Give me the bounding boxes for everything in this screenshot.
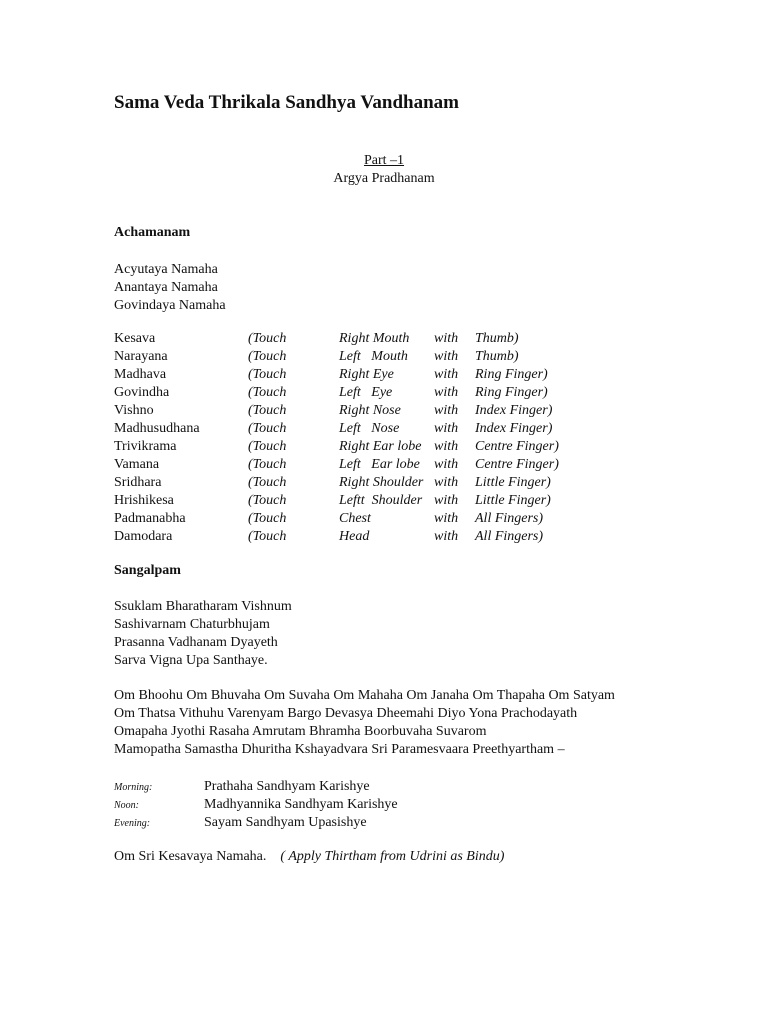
touch-word: (Touch (248, 439, 287, 454)
time-label: Evening: (114, 818, 151, 829)
final-note: ( Apply Thirtham from Udrini as Bindu) (280, 849, 505, 864)
body-part: Right Nose (339, 403, 401, 418)
touch-row (114, 366, 559, 384)
deity-name: Vamana (114, 457, 160, 472)
achamanam-line: Anantaya Namaha (114, 280, 218, 295)
deity-name: Madhusudhana (114, 421, 200, 436)
touch-row (114, 330, 559, 348)
body-part: Left Eye (339, 385, 393, 400)
verse-line: Prasanna Vadhanam Dyayeth (114, 635, 278, 650)
verse-line: Ssuklam Bharatharam Vishnum (114, 599, 292, 614)
touch-word: (Touch (248, 331, 287, 346)
mantra-line: Mamopatha Samastha Dhuritha Kshayadvara Sri Paramesvaara Preethyartham – (114, 742, 565, 757)
body-part: Left Mouth (339, 349, 408, 364)
touch-word: (Touch (248, 385, 287, 400)
finger-name: All Fingers) (475, 529, 544, 544)
with-word: with (434, 439, 459, 454)
time-label: Morning: (114, 782, 153, 793)
sangalpam-mantra (114, 687, 615, 759)
body-part: Leftt Shoulder (339, 493, 423, 508)
with-word: with (434, 493, 459, 508)
deity-name: Vishno (114, 403, 154, 418)
touch-row (114, 402, 559, 420)
time-label: Noon: (114, 800, 139, 811)
finger-name: Ring Finger) (475, 385, 548, 400)
body-part: Right Shoulder (339, 475, 424, 490)
touch-word: (Touch (248, 511, 287, 526)
finger-name: Little Finger) (475, 493, 551, 508)
deity-name: Govindha (114, 385, 170, 400)
time-row-morning (114, 777, 398, 795)
touch-row (114, 528, 559, 546)
deity-name: Sridhara (114, 475, 162, 490)
final-line (114, 849, 504, 865)
with-word: with (434, 367, 459, 382)
verse-line: Sarva Vigna Upa Santhaye. (114, 653, 268, 668)
with-word: with (434, 475, 459, 490)
deity-name: Kesava (114, 331, 156, 346)
with-word: with (434, 421, 459, 436)
document-title: Sama Veda Thrikala Sandhya Vandhanam (114, 92, 459, 113)
time-row-evening (114, 813, 398, 831)
finger-name: Index Finger) (475, 421, 553, 436)
finger-name: Thumb) (475, 349, 519, 364)
finger-name: Ring Finger) (475, 367, 548, 382)
touch-word: (Touch (248, 403, 287, 418)
deity-name: Hrishikesa (114, 493, 174, 508)
time-text: Sayam Sandhyam Upasishye (204, 815, 367, 830)
touch-word: (Touch (248, 475, 287, 490)
body-part: Head (339, 529, 370, 544)
mantra-line: Omapaha Jyothi Rasaha Amrutam Bhramha Boorbuvaha Suvarom (114, 724, 487, 739)
touch-word: (Touch (248, 529, 287, 544)
with-word: with (434, 457, 459, 472)
with-word: with (434, 511, 459, 526)
deity-name: Trivikrama (114, 439, 177, 454)
with-word: with (434, 403, 459, 418)
deity-name: Padmanabha (114, 511, 186, 526)
finger-name: Index Finger) (475, 403, 553, 418)
verse-line: Sashivarnam Chaturbhujam (114, 617, 270, 632)
touch-row (114, 348, 559, 366)
with-word: with (434, 349, 459, 364)
achamanam-lines (114, 261, 226, 315)
finger-name: Little Finger) (475, 475, 551, 490)
mantra-line: Om Thatsa Vithuhu Varenyam Bargo Devasya Dheemahi Diyo Yona Prachodayath (114, 706, 578, 721)
sangalpam-heading: Sangalpam (114, 563, 181, 578)
time-row-noon (114, 795, 398, 813)
finger-name: Thumb) (475, 331, 519, 346)
with-word: with (434, 529, 459, 544)
body-part: Left Nose (339, 421, 400, 436)
achamanam-line: Acyutaya Namaha (114, 262, 218, 277)
touch-word: (Touch (248, 493, 287, 508)
body-part: Left Ear lobe (339, 457, 420, 472)
body-part: Chest (339, 511, 371, 526)
touch-row (114, 492, 559, 510)
mantra-line: Om Bhoohu Om Bhuvaha Om Suvaha Om Mahaha Om Janaha Om Thapaha Om Satyam (114, 688, 615, 703)
time-text: Prathaha Sandhyam Karishye (204, 779, 370, 794)
body-part: Right Mouth (339, 331, 410, 346)
body-part: Right Ear lobe (339, 439, 422, 454)
finger-name: Centre Finger) (475, 457, 559, 472)
sangalpam-verse (114, 598, 292, 670)
touch-table (114, 330, 559, 546)
touch-row (114, 420, 559, 438)
touch-word: (Touch (248, 349, 287, 364)
deity-name: Madhava (114, 367, 167, 382)
sandhya-times (114, 777, 398, 831)
touch-row (114, 456, 559, 474)
final-text: Om Sri Kesavaya Namaha. (114, 849, 267, 864)
touch-word: (Touch (248, 421, 287, 436)
achamanam-line: Govindaya Namaha (114, 298, 226, 313)
deity-name: Damodara (114, 529, 173, 544)
achamanam-heading: Achamanam (114, 225, 191, 240)
touch-word: (Touch (248, 457, 287, 472)
touch-word: (Touch (248, 367, 287, 382)
body-part: Right Eye (339, 367, 394, 382)
touch-row (114, 510, 559, 528)
part-subtitle: Argya Pradhanam (333, 171, 435, 186)
touch-row (114, 384, 559, 402)
touch-row (114, 438, 559, 456)
time-text: Madhyannika Sandhyam Karishye (204, 797, 398, 812)
deity-name: Narayana (114, 349, 168, 364)
with-word: with (434, 385, 459, 400)
touch-row (114, 474, 559, 492)
part-header (0, 152, 768, 188)
finger-name: All Fingers) (475, 511, 544, 526)
part-label: Part –1 (363, 153, 405, 168)
finger-name: Centre Finger) (475, 439, 559, 454)
with-word: with (434, 331, 459, 346)
